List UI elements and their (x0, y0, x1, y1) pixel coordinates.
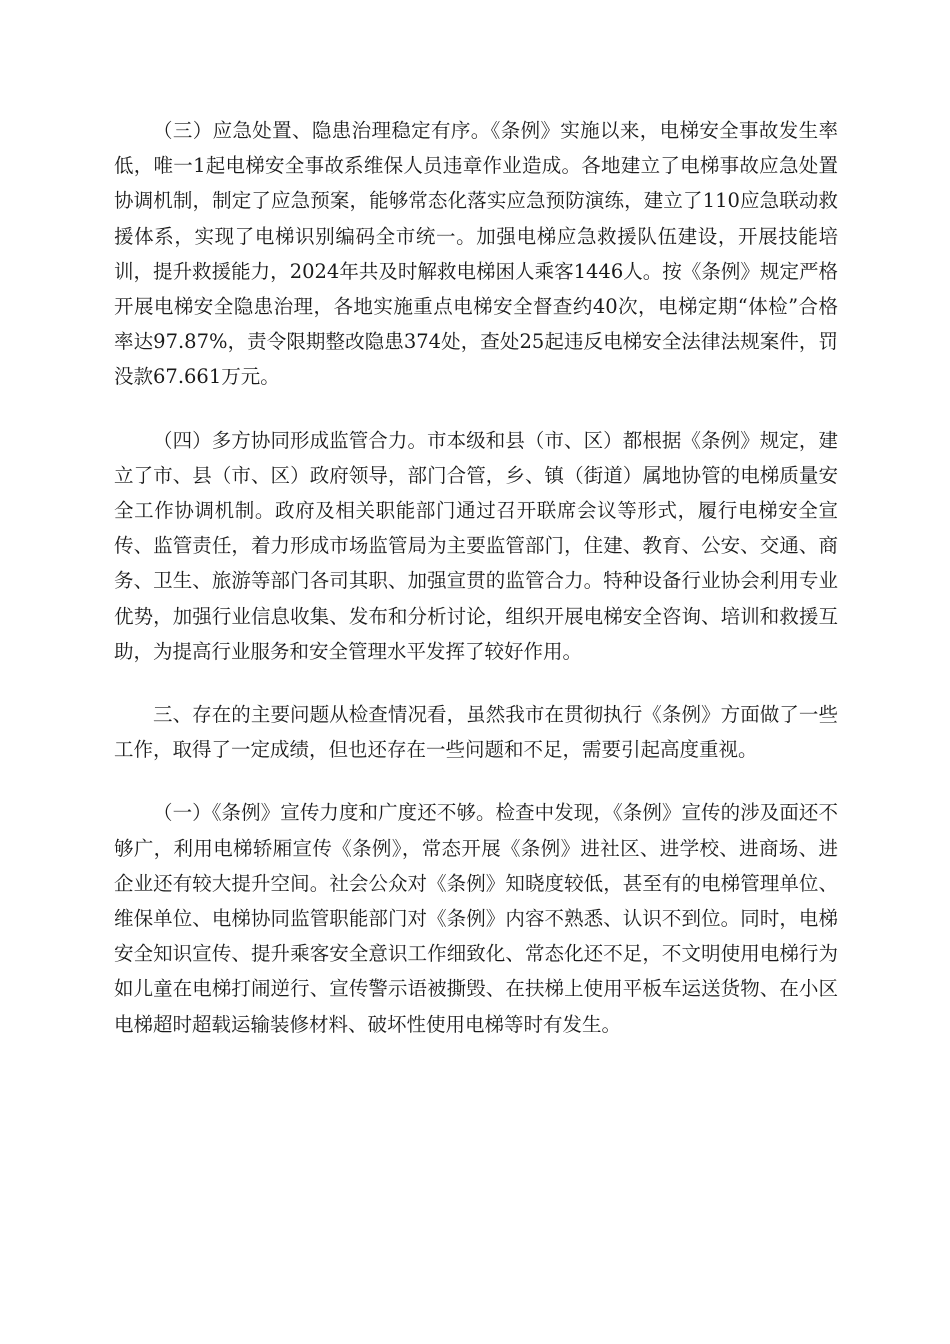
paragraph-publicity-insufficient: （一）《条例》宣传力度和广度还不够。检查中发现，《条例》宣传的涉及面还不够广，利用电梯轿厢宣传《条例》，常态开展《条例》进社区、进学校、进商场、进企业还有较大提升空间。社会公众对《条例》知晓度较低，甚至有的电梯管理单位、维保单位、电梯协同监管职能部门对《条例》内容不熟悉、认识不到位。同时，电梯安全知识宣传、提升乘客安全意识工作细致化、常态化还不足，不文明使用电梯行为如儿童在电梯打闹逆行、宣传警示语被撕毁、在扶梯上使用平板车运送货物、在小区电梯超时超载运输装修材料、破坏性使用电梯等时有发生。 (114, 801, 838, 1036)
paragraph-joint-supervision: （四）多方协同形成监管合力。市本级和县（市、区）都根据《条例》规定，建立了市、县（市、区）政府领导，部门合管，乡、镇（街道）属地协管的电梯质量安全工作协调机制。政府及相关职能部门通过召开联席会议等形式，履行电梯安全宣传、监管责任，着力形成市场监管局为主要监管部门，住建、教育、公安、交通、商务、卫生、旅游等部门各司其职、加强宣贯的监管合力。特种设备行业协会利用专业优势，加强行业信息收集、发布和分析讨论，组织开展电梯安全咨询、培训和救援互助，为提高行业服务和安全管理水平发挥了较好作用。 (114, 428, 838, 663)
document-body (114, 113, 838, 1070)
paragraph-emergency-handling: （三）应急处置、隐患治理稳定有序。《条例》实施以来，电梯安全事故发生率低，唯一1起电梯安全事故系维保人员违章作业造成。各地建立了电梯事故应急处置协调机制，制定了应急预案，能够常态化落实应急预防演练，建立了110应急联动救援体系，实现了电梯识别编码全市统一。加强电梯应急救援队伍建设，开展技能培训，提升救援能力，2024年共及时解救电梯困人乘客1446人。按《条例》规定严格开展电梯安全隐患治理，各地实施重点电梯安全督查约40次，电梯定期“体检”合格率达97.87%，责令限期整改隐患374处，查处25起违反电梯安全法律法规案件，罚没款67.661万元。 (114, 119, 838, 389)
paragraph-main-problems: 三、存在的主要问题从检查情况看，虽然我市在贯彻执行《条例》方面做了一些工作，取得了一定成绩，但也还存在一些问题和不足，需要引起高度重视。 (114, 703, 838, 762)
